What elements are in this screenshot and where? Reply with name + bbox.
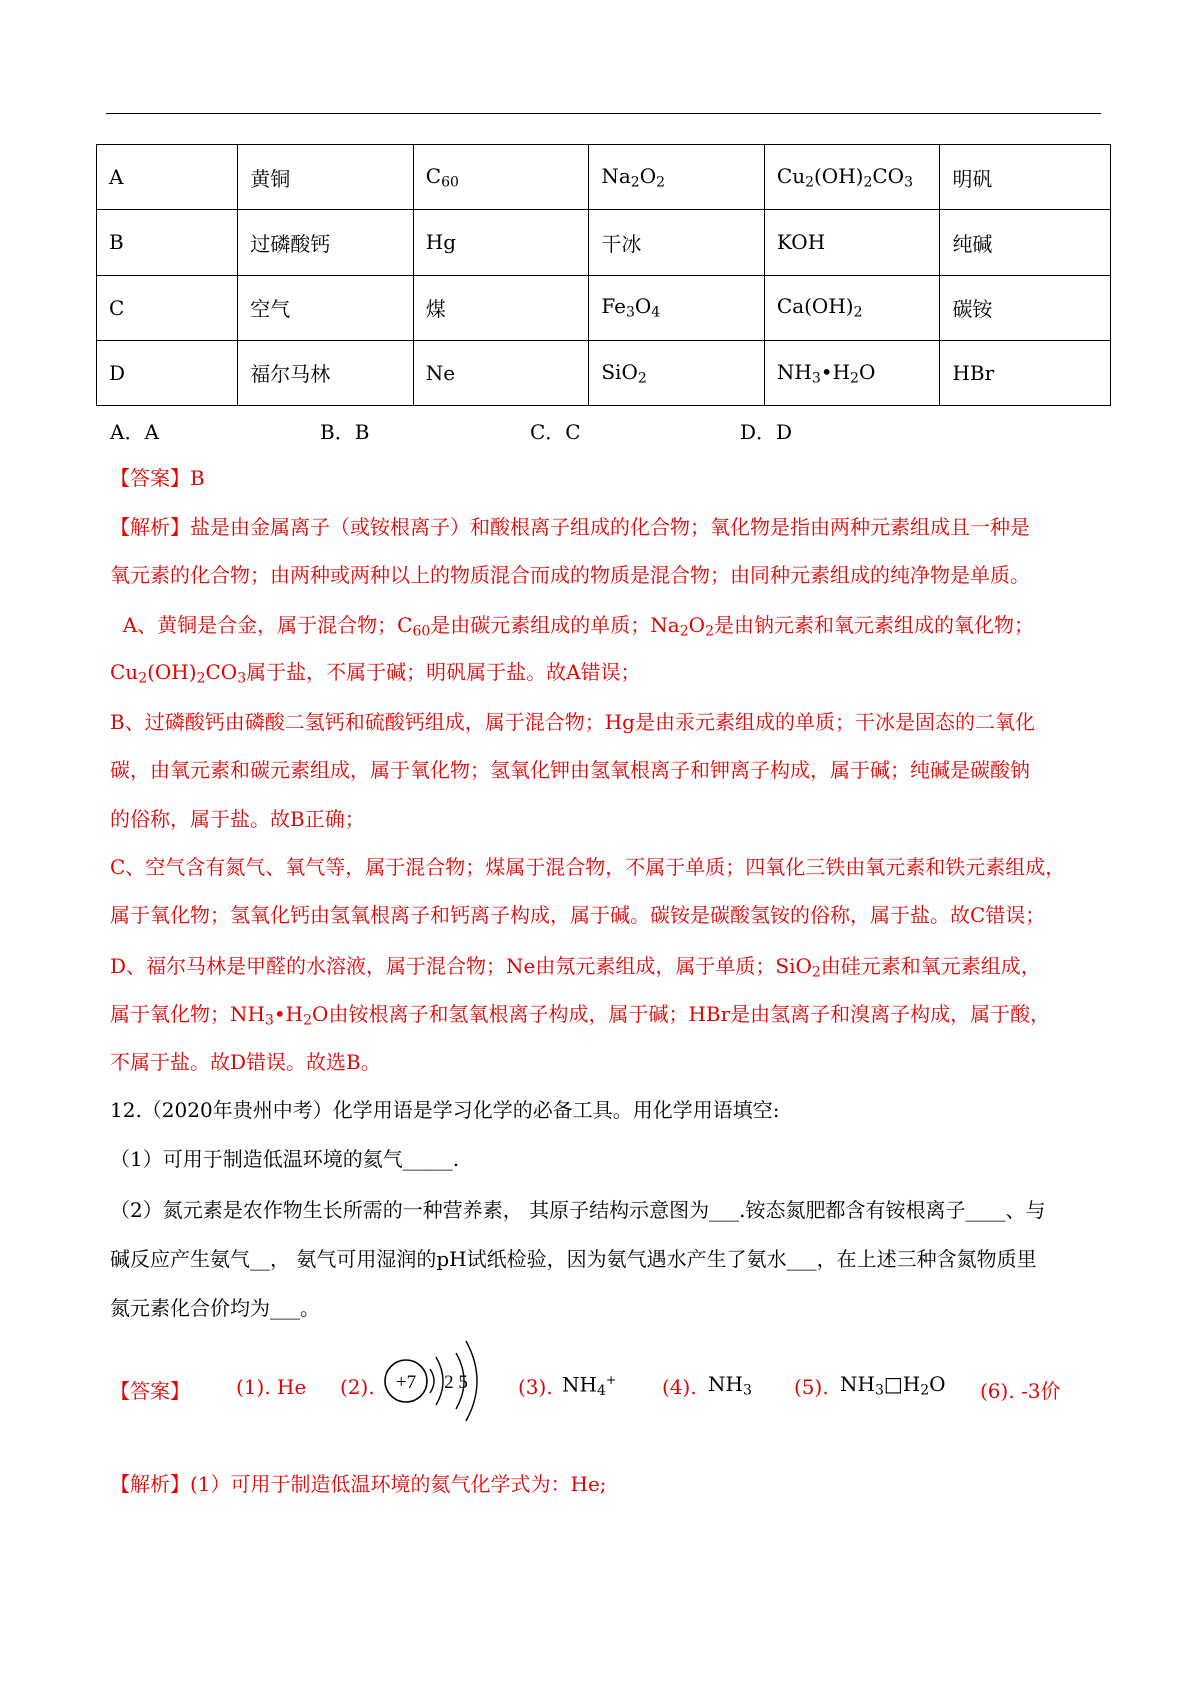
table-cell: A (97, 145, 238, 210)
table-cell: Ne (413, 340, 589, 405)
analysis-line: 氧元素的化合物；由两种或两种以上的物质混合而成的物质是混合物；由同种元素组成的纯净物是单质。 (110, 563, 1030, 587)
table-row (97, 340, 1111, 405)
table-cell: C (97, 275, 238, 340)
option-c: C．C (530, 420, 581, 444)
atom-nucleus-label: +7 (395, 1372, 417, 1393)
classification-table (96, 144, 1111, 406)
question-line: 碱反应产生氨气__， 氨气可用湿润的pH试纸检验，因为氨气遇水产生了氨水___，在上述三种含氮物质里 (110, 1247, 1037, 1271)
option-d: D．D (740, 420, 793, 444)
table-cell: SiO$_2$ (589, 340, 765, 405)
analysis-line: C、空气含有氮气、氧气等，属于混合物；煤属于混合物，不属于单质；四氧化三铁由氧元素和铁元素组成， (110, 855, 1066, 879)
table-cell: B (97, 210, 238, 275)
q12-answer-4-formula: $NH_3$ (708, 1372, 752, 1399)
q12-answer-1: (1). He (236, 1375, 307, 1399)
table-cell: $Fe_3O_4$ (589, 275, 765, 340)
table-cell: $Cu_2(OH)_2CO_3$ (764, 145, 940, 210)
q12-answer-5-num: (5). (794, 1375, 829, 1399)
nitrogen-atom-structure-diagram (380, 1335, 490, 1427)
q12-answer-3-formula: $NH_4^+$ (562, 1372, 617, 1399)
q12-answer-label: 【答案】 (110, 1379, 190, 1403)
question-line: （2）氮元素是农作物生长所需的一种营养素， 其原子结构示意图为___.铵态氮肥都含有铵根离子____、与 (110, 1198, 1046, 1222)
analysis-line: 【解析】盐是由金属离子（或铵根离子）和酸根离子组成的化合物；氧化物是指由两种元素组成且一种是 (110, 515, 1030, 539)
analysis-line: A、黄铜是合金，属于混合物；$C_{60}$是由碳元素组成的单质；$Na_2O_2$是由钠元素和氧元素组成的氧化物； (110, 613, 1034, 640)
q12-answer-2-num: (2). (340, 1375, 375, 1399)
q12-answer-6: (6). -3价 (980, 1379, 1061, 1403)
analysis-line: 的俗称，属于盐。故B正确； (110, 807, 365, 831)
analysis-line: B、过磷酸钙由磷酸二氢钙和硫酸钙组成，属于混合物；Hg是由汞元素组成的单质；干冰是固态的二氧化 (110, 710, 1035, 734)
question-line: （1）可用于制造低温环境的氦气_____. (110, 1147, 460, 1171)
table-cell: 干冰 (589, 210, 765, 275)
table-cell: $Ca(OH)_2$ (764, 275, 940, 340)
table-cell: KOH (764, 210, 940, 275)
table-row (97, 145, 1111, 210)
q12-answer-5-formula: $NH_3□H_2O$ (840, 1372, 946, 1399)
atom-shell-counts: 2 5 (444, 1372, 468, 1393)
table-cell: D (97, 340, 238, 405)
analysis-line: 不属于盐。故D错误。故选B。 (110, 1050, 381, 1074)
table-cell: 空气 (238, 275, 414, 340)
question-line: 氮元素化合价均为___。 (110, 1296, 320, 1320)
question-line: 12.（2020年贵州中考）化学用语是学习化学的必备工具。用化学用语填空: (110, 1098, 780, 1122)
table-cell: 碳铵 (940, 275, 1111, 340)
analysis-line: $Cu_2(OH)_2CO_3$属于盐，不属于碱；明矾属于盐。故A错误； (110, 660, 641, 687)
table-cell: HBr (940, 340, 1111, 405)
q12-answer-3-num: (3). (518, 1375, 553, 1399)
analysis-line: 碳，由氧元素和碳元素组成，属于氧化物；氢氧化钾由氢氧根离子和钾离子构成，属于碱；纯碱是碳酸钠 (110, 758, 1030, 782)
option-a: A．A (110, 420, 159, 444)
table-cell: 煤 (413, 275, 589, 340)
analysis-line: D、福尔马林是甲醛的水溶液，属于混合物；Ne由氖元素组成，属于单质；SiO$_2$由硅元素和氧元素组成， (110, 954, 1041, 981)
table-cell: 黄铜 (238, 145, 414, 210)
q11-answer: 【答案】B (110, 466, 205, 490)
option-b: B．B (320, 420, 370, 444)
analysis-line: 属于氧化物；氢氧化钙由氢氧根离子和钙离子构成，属于碱。碳铵是碳酸氢铵的俗称，属于盐。故C错误； (110, 903, 1046, 927)
table-cell: 福尔马林 (238, 340, 414, 405)
table-cell: $C_{60}$ (413, 145, 589, 210)
table-row (97, 210, 1111, 275)
table-cell: $NH_3•H_2O$ (764, 340, 940, 405)
table-cell: 纯碱 (940, 210, 1111, 275)
header-rule (106, 113, 1101, 114)
table-cell: 明矾 (940, 145, 1111, 210)
table-cell: $Na_2O_2$ (589, 145, 765, 210)
q12-analysis: 【解析】(1）可用于制造低温环境的氦气化学式为：He; (110, 1472, 607, 1496)
table-row (97, 275, 1111, 340)
table-cell: 过磷酸钙 (238, 210, 414, 275)
table-cell: Hg (413, 210, 589, 275)
analysis-line: 属于氧化物；$NH_3•H_2O$由铵根离子和氢氧根离子构成，属于碱；HBr是由氢离子和溴离子构成，属于酸， (110, 1002, 1051, 1029)
q12-answer-4-num: (4). (662, 1375, 697, 1399)
